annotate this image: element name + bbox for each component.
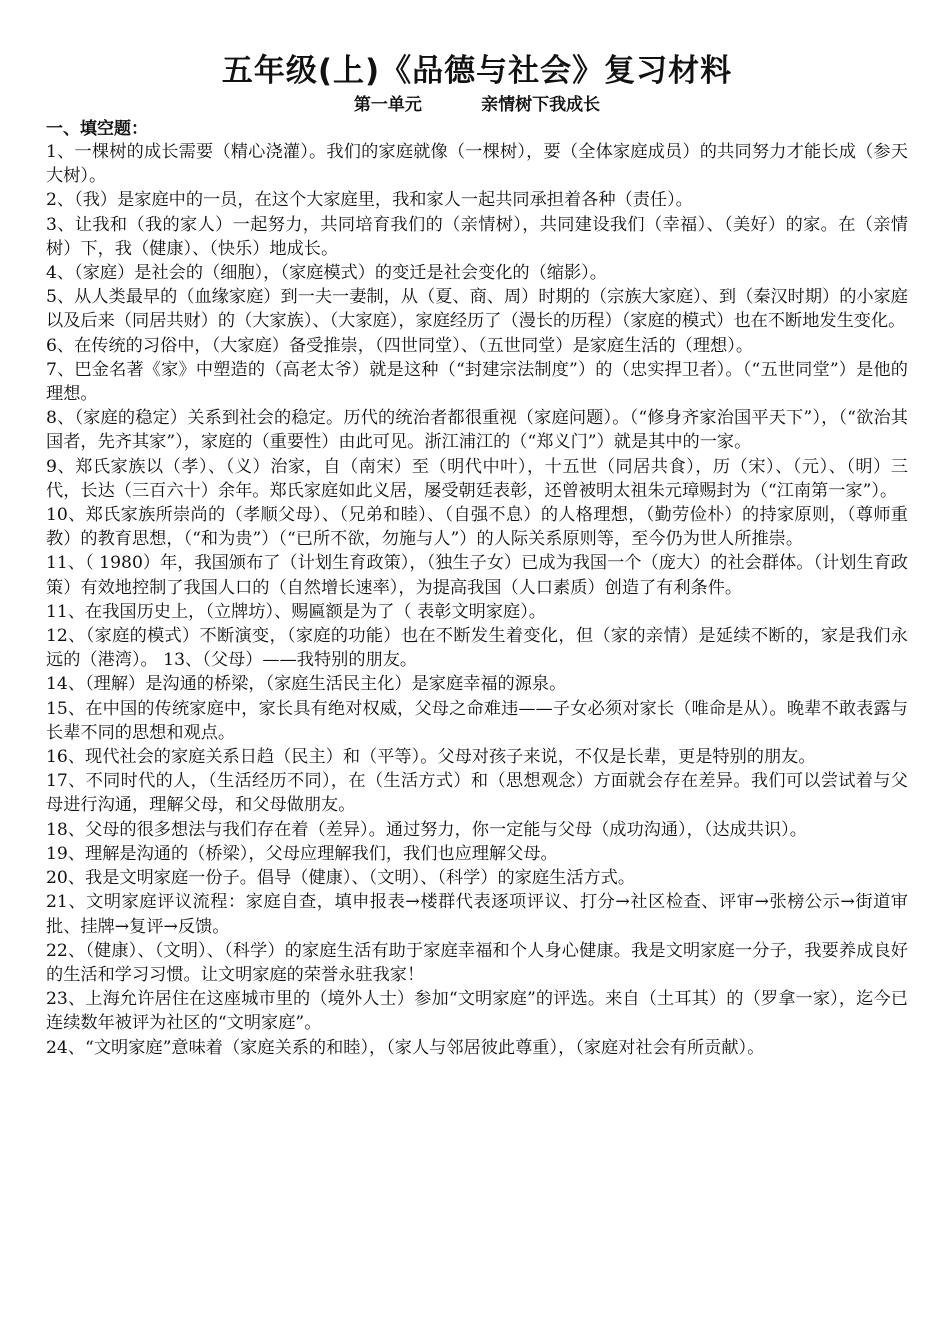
question-item: 6、在传统的习俗中，（大家庭）备受推崇，（四世同堂）、（五世同堂）是家庭生活的（理想）。 bbox=[46, 335, 754, 356]
question-item: 19、理解是沟通的（桥梁），父母应理解我们，我们也应理解父母。 bbox=[46, 843, 558, 864]
question-item: 5、从人类最早的（血缘家庭）到一夫一妻制，从（夏、商、周）时期的（宗族大家庭）、到（秦汉时期）的小家庭以及后来（同居共财）的（大家族）、（大家庭），家庭经历了（漫长的历程）（家庭的模式）也在不断地发生变化。 bbox=[46, 287, 908, 332]
question-item: 4、（家庭）是社会的（细胞），（家庭模式）的变迁是社会变化的（缩影）。 bbox=[46, 263, 607, 284]
question-item: 20、我是文明家庭一份子。倡导（健康）、（文明）、（科学）的家庭生活方式。 bbox=[46, 868, 636, 889]
question-item: 2、（我）是家庭中的一员，在这个大家庭里，我和家人一起共同承担着各种（责任）。 bbox=[46, 190, 693, 211]
question-item: 8、（家庭的稳定）关系到社会的稳定。历代的统治者都很重视（家庭问题）。（“修身齐家治国平天下”），（“欲治其国者，先齐其家”），家庭的（重要性）由此可见。浙江浦江的（“郑义门”）就是其中的一家。 bbox=[46, 408, 908, 453]
question-item: 11、（ 1980）年，我国颁布了（计划生育政策），（独生子女）已成为我国一个（庞大）的社会群体。（计划生育政策）有效地控制了我国人口的（自然增长速率），为提高我国（人口素质）创造了有利条件。 bbox=[46, 553, 908, 598]
question-item: 17、不同时代的人，（生活经历不同），在（生活方式）和（思想观念）方面就会存在差异。我们可以尝试着与父母进行沟通，理解父母，和父母做朋友。 bbox=[46, 771, 908, 816]
question-item: 14、（理解）是沟通的桥梁，（家庭生活民主化）是家庭幸福的源泉。 bbox=[46, 674, 567, 695]
question-item: 23、上海允许居住在这座城市里的（境外人士）参加“文明家庭”的评选。来自（土耳其）的（罗拿一家），迄今已连续数年被评为社区的“文明家庭”。 bbox=[46, 989, 908, 1034]
question-item: 22、（健康）、（文明）、（科学）的家庭生活有助于家庭幸福和个人身心健康。我是文明家庭一分子，我要养成良好的生活和学习习惯。让文明家庭的荣誉永驻我家！ bbox=[46, 940, 908, 985]
question-item: 10、郑氏家族所崇尚的（孝顺父母）、（兄弟和睦）、（自强不息）的人格理想，（勤劳俭朴）的持家原则，（尊师重教）的教育思想，（“和为贵”）（“已所不欲，勿施与人”）的人际关系原则等，至今仍为世人所推崇。 bbox=[46, 505, 908, 550]
question-item: 18、父母的很多想法与我们存在着（差异）。通过努力，你一定能与父母（成功沟通），（达成共识）。 bbox=[46, 819, 807, 840]
question-item: 24、“文明家庭”意味着（家庭关系的和睦），（家人与邻居彼此尊重），（家庭对社会有所贡献）。 bbox=[46, 1037, 765, 1058]
question-item: 11、在我国历史上，（立牌坊）、赐匾额是为了（ 表彰文明家庭）。 bbox=[46, 601, 546, 622]
question-item: 9、郑氏家族以（孝）、（义）治家，自（南宋）至（明代中叶），十五世（同居共食），历（宋）、（元）、（明）三代，长达（三百六十）余年。郑氏家庭如此义居，屡受朝廷表彰，还曾被明太祖朱元璋赐封为（“江南第一家”）。 bbox=[46, 456, 908, 501]
question-item: 1、一棵树的成长需要（精心浇灌）。我们的家庭就像（一棵树），要（全体家庭成员）的共同努力才能长成（参天大树）。 bbox=[46, 142, 908, 187]
page-title: 五年级(上)《品德与社会》复习材料 bbox=[221, 53, 733, 89]
question-item: 3、让我和（我的家人）一起努力，共同培育我们的（亲情树），共同建设我们（幸福）、（美好）的家。在（亲情树）下，我（健康）、（快乐）地成长。 bbox=[46, 214, 908, 259]
question-list bbox=[46, 140, 908, 1060]
question-item: 15、在中国的传统家庭中，家长具有绝对权威，父母之命难违——子女必须对家长（唯命是从）。晚辈不敢表露与长辈不同的思想和观点。 bbox=[46, 698, 908, 743]
question-item: 16、现代社会的家庭关系日趋（民主）和（平等）。父母对孩子来说，不仅是长辈，更是特别的朋友。 bbox=[46, 747, 816, 768]
question-item: 7、巴金名著《家》中塑造的（高老太爷）就是这种（“封建宗法制度”）的（忠实捍卫者）。（“五世同堂”）是他的理想。 bbox=[46, 359, 908, 405]
unit-heading: 第一单元 亲情树下我成长 bbox=[353, 95, 601, 115]
question-item: 12、（家庭的模式）不断演变，（家庭的功能）也在不断发生着变化，但（家的亲情）是延续不断的，家是我们永远的（港湾）。 13、（父母）——我特别的朋友。 bbox=[46, 626, 908, 671]
section-heading: 一、填空题： bbox=[46, 119, 148, 139]
question-item: 21、文明家庭评议流程：家庭自查，填申报表→楼群代表逐项评议、打分→社区检查、评审→张榜公示→街道审批、挂牌→复评→反馈。 bbox=[46, 892, 908, 937]
